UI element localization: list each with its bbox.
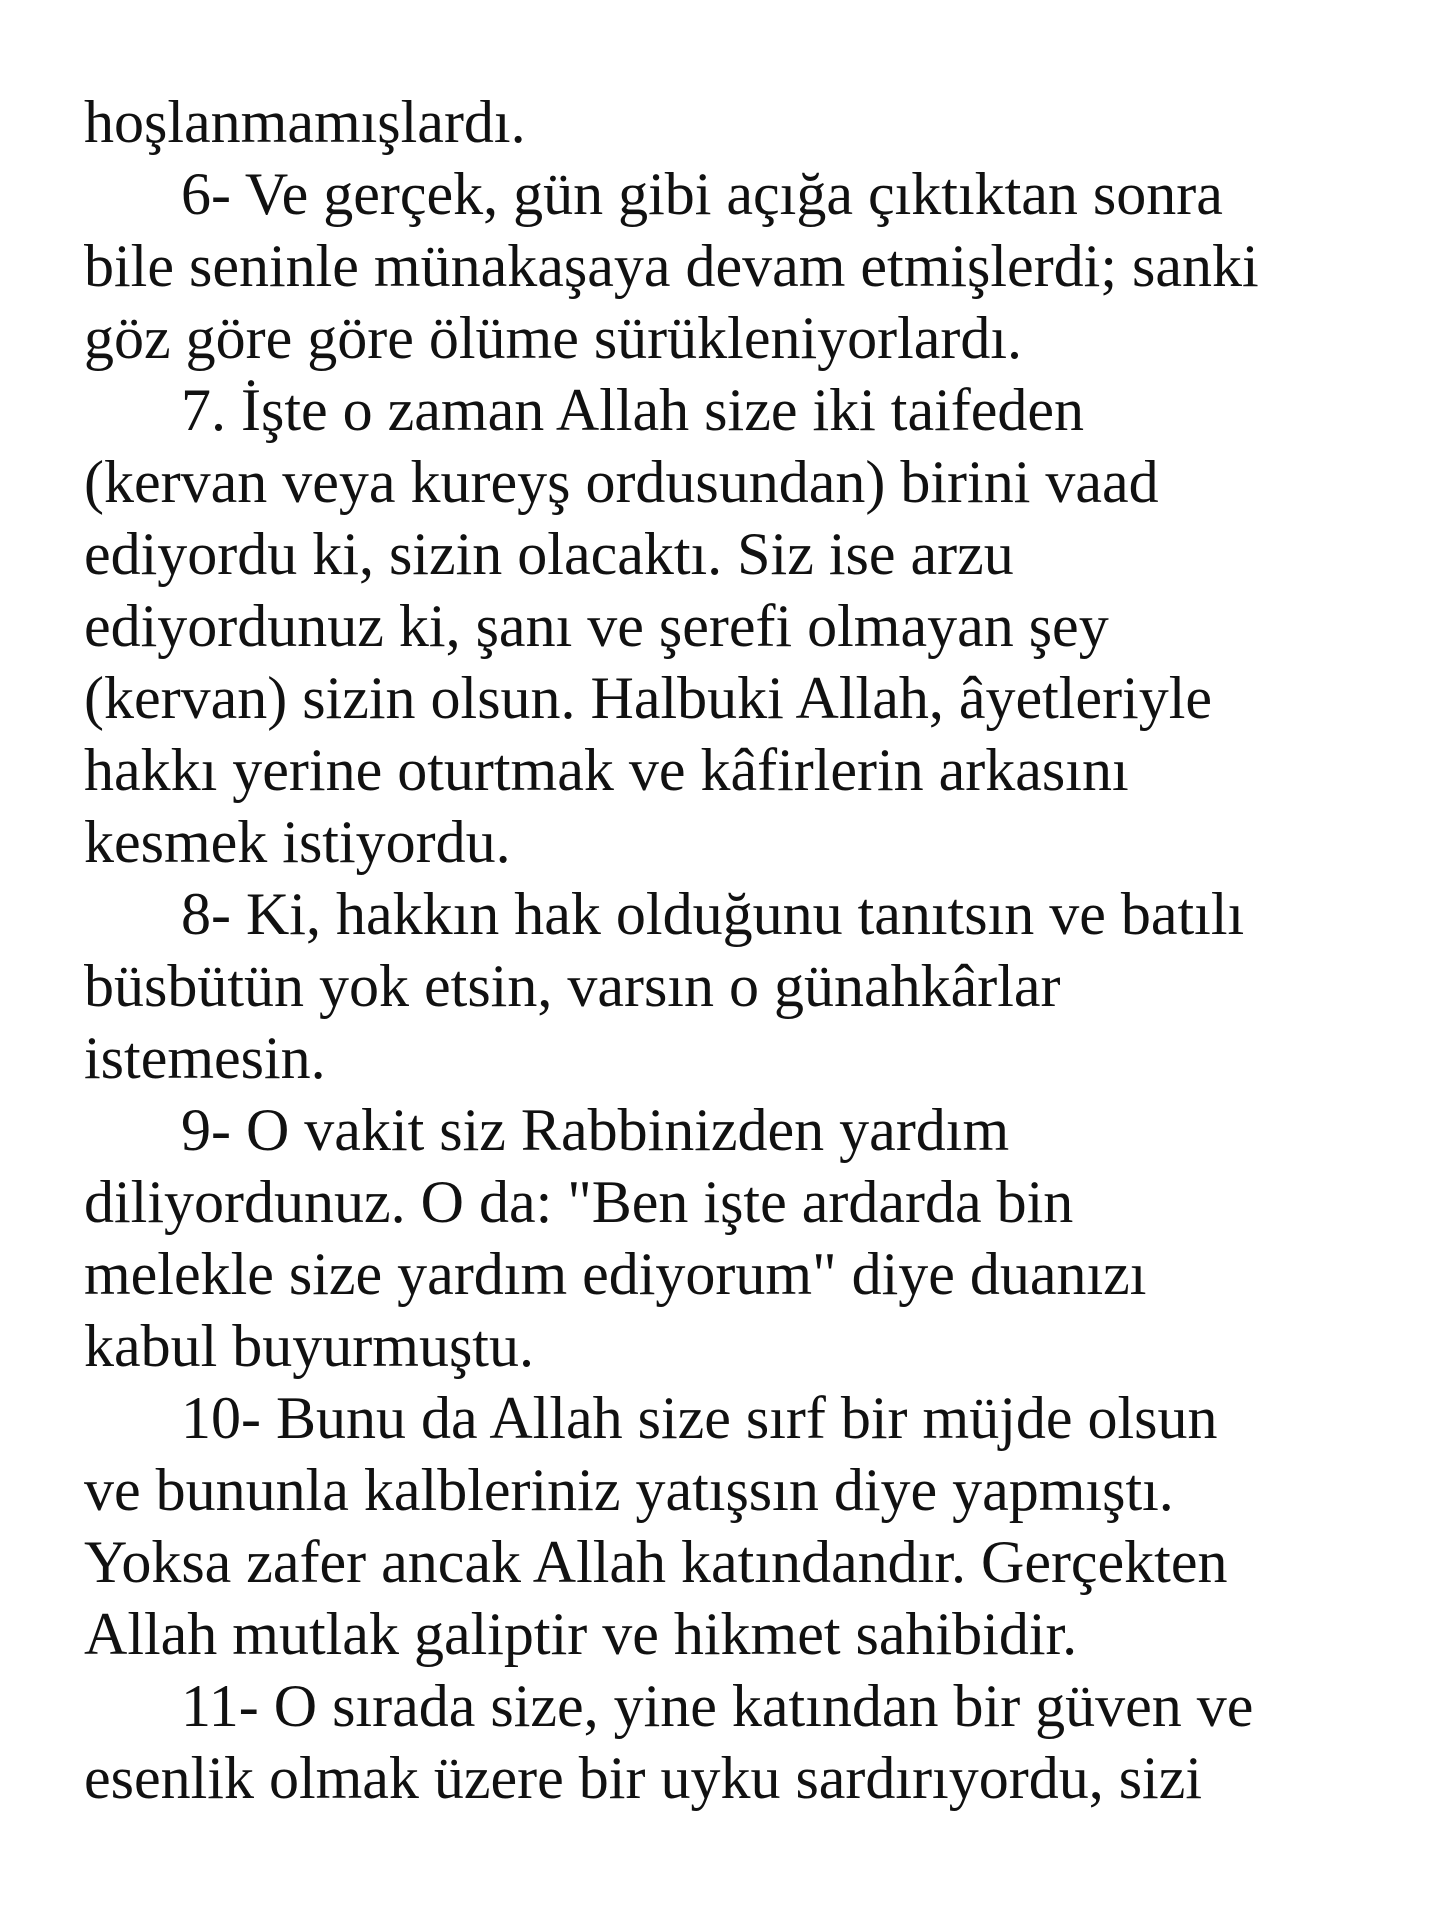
text-line: ediyordunuz ki, şanı ve şerefi olmayan şey xyxy=(84,593,1109,659)
text-line: hoşlanmamışlardı. xyxy=(84,89,526,155)
text-line: büsbütün yok etsin, varsın o günahkârlar xyxy=(84,953,1061,1019)
text-line: esenlik olmak üzere bir uyku sardırıyordu, sizi xyxy=(84,1745,1203,1811)
document-page xyxy=(84,86,1384,1814)
text-line: (kervan veya kureyş ordusundan) birini vaad xyxy=(84,449,1159,515)
text-line: istemesin. xyxy=(84,1025,326,1091)
text-line: göz göre göre ölüme sürükleniyorlardı. xyxy=(84,305,1023,371)
verse-6-start: 6- Ve gerçek, gün gibi açığa çıktıktan sonra xyxy=(181,161,1223,227)
text-line: hakkı yerine oturtmak ve kâfirlerin arkasını xyxy=(84,737,1129,803)
text-line: bile seninle münakaşaya devam etmişlerdi; sanki xyxy=(84,233,1259,299)
text-line: diliyordunuz. O da: "Ben işte ardarda bin xyxy=(84,1169,1074,1235)
verse-8-start: 8- Ki, hakkın hak olduğunu tanıtsın ve batılı xyxy=(181,881,1245,947)
text-line: melekle size yardım ediyorum" diye duanızı xyxy=(84,1241,1147,1307)
verse-11-start: 11- O sırada size, yine katından bir güven ve xyxy=(181,1673,1254,1739)
text-line: kesmek istiyordu. xyxy=(84,809,511,875)
text-line: (kervan) sizin olsun. Halbuki Allah, âyetleriyle xyxy=(84,665,1213,731)
text-line: kabul buyurmuştu. xyxy=(84,1313,534,1379)
verse-7-start: 7. İşte o zaman Allah size iki taifeden xyxy=(181,377,1085,443)
verse-10-start: 10- Bunu da Allah size sırf bir müjde olsun xyxy=(181,1385,1218,1451)
verse-9-start: 9- O vakit siz Rabbinizden yardım xyxy=(181,1097,1010,1163)
text-line: Yoksa zafer ancak Allah katındandır. Gerçekten xyxy=(84,1529,1228,1595)
text-line: ve bununla kalbleriniz yatışsın diye yapmıştı. xyxy=(84,1457,1174,1523)
text-line: Allah mutlak galiptir ve hikmet sahibidir. xyxy=(84,1601,1078,1667)
text-line: ediyordu ki, sizin olacaktı. Siz ise arzu xyxy=(84,521,1014,587)
